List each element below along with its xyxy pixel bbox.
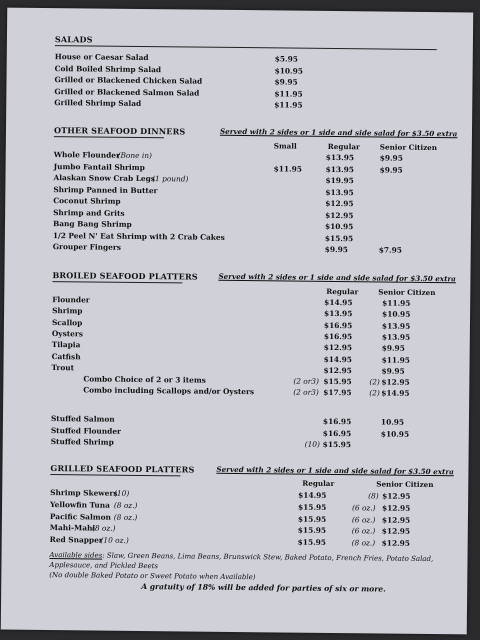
item-name: Bang Bang Shrimp bbox=[52, 219, 132, 229]
item-price-regular: $14.95 bbox=[324, 297, 353, 308]
item-name: Stuffed Shrimp bbox=[50, 437, 114, 447]
senior-qty: (6 oz.) bbox=[352, 503, 376, 513]
item-name: Shrimp Skewers bbox=[50, 488, 118, 498]
item-name: Shrimp Panned in Butter bbox=[53, 184, 158, 195]
item-price-regular: $15.95 bbox=[297, 526, 327, 536]
other-seafood-rule bbox=[54, 136, 164, 138]
item-name: Stuffed Salmon bbox=[50, 414, 115, 424]
item-price-regular: $15.95 bbox=[324, 233, 354, 243]
item-price-regular: $19.95 bbox=[325, 175, 354, 186]
item-name: Shrimp and Grits bbox=[53, 207, 125, 218]
senior-qty: (6 oz.) bbox=[351, 526, 376, 536]
item-price-regular: $16.95 bbox=[322, 416, 352, 427]
item-price: $11.95 bbox=[274, 100, 303, 111]
item-price-regular: $15.95 bbox=[298, 502, 327, 512]
item-price-senior: $10.95 bbox=[380, 429, 410, 439]
grilled-rule bbox=[50, 474, 180, 476]
item-price-regular: $13.95 bbox=[325, 152, 355, 163]
item-name: Grouper Fingers bbox=[52, 242, 122, 252]
item-price-senior: $12.95 bbox=[381, 377, 410, 387]
sides-line-3: (No double Baked Potato or Sweet Potato when Available) bbox=[49, 571, 256, 582]
item-price-regular: $12.95 bbox=[325, 198, 354, 209]
item-name: Grilled Shrimp Salad bbox=[54, 98, 142, 109]
item-name: Grilled or Blackened Chicken Salad bbox=[54, 75, 203, 86]
menu-page bbox=[1, 8, 473, 635]
senior-qty: (6 oz.) bbox=[351, 514, 376, 525]
gratuity-note: A gratuity of 18% will be added for parties of six or more. bbox=[141, 582, 386, 594]
item-name: Scallop bbox=[51, 317, 83, 327]
item-price-senior: $10.95 bbox=[382, 309, 411, 320]
item-price-regular: $9.95 bbox=[324, 244, 348, 255]
item-price-regular: $12.95 bbox=[323, 343, 353, 353]
item-price-small: $11.95 bbox=[273, 163, 302, 174]
item-name: Whole Flounder bbox=[53, 150, 120, 160]
item-price-regular: $13.95 bbox=[324, 309, 353, 319]
item-detail: (8 oz.) bbox=[91, 523, 116, 534]
item-price-regular: $15.95 bbox=[322, 439, 352, 450]
grilled-col-regular: Regular bbox=[302, 478, 335, 489]
other-seafood-note: Served with 2 sides or 1 side and side salad for $3.50 extra bbox=[219, 126, 458, 139]
sides-list: : Slaw, Green Beans, Lima Beans, Brunswick Stew, Baked Potato, French Fries, Potato Salad, bbox=[102, 551, 434, 564]
broiled-col-regular: Regular bbox=[326, 286, 359, 297]
item-name: Shrimp bbox=[52, 306, 83, 316]
item-price-regular: $16.95 bbox=[323, 331, 353, 342]
item-price: $5.95 bbox=[274, 54, 298, 64]
item-name: Alaskan Snow Crab Legs bbox=[53, 173, 156, 184]
item-price-senior: $12.95 bbox=[382, 503, 411, 513]
item-price-senior: 10.95 bbox=[380, 417, 405, 427]
item-detail: (10 oz.) bbox=[100, 535, 129, 546]
other-seafood-title: OTHER SEAFOOD DINNERS bbox=[53, 125, 186, 137]
item-price-senior: $13.95 bbox=[381, 332, 411, 342]
regular-qty: (2 or3) bbox=[293, 376, 319, 386]
item-price-regular: $15.95 bbox=[297, 514, 327, 524]
col-senior-header: Senior Citizen bbox=[379, 142, 438, 153]
regular-qty: (10) bbox=[304, 439, 320, 449]
item-price-senior: $7.95 bbox=[378, 245, 402, 255]
item-price-regular: $17.95 bbox=[323, 388, 352, 398]
salads-title: SALADS bbox=[54, 34, 93, 45]
item-name: Mahi-Mahi bbox=[49, 523, 96, 533]
broiled-note: Served with 2 sides or 1 side and side salad for $3.50 extra bbox=[218, 271, 456, 284]
senior-qty: (8) bbox=[368, 491, 379, 501]
item-price-regular: $13.95 bbox=[325, 164, 354, 174]
item-name: Coconut Shrimp bbox=[53, 196, 121, 206]
senior-qty: (2) bbox=[369, 388, 380, 398]
broiled-rule bbox=[52, 281, 182, 283]
grilled-note: Served with 2 sides or 1 side and side salad for $3.50 extra bbox=[216, 464, 454, 477]
col-small-header: Small bbox=[273, 141, 297, 151]
item-name: Flounder bbox=[52, 295, 90, 305]
item-price-senior: $9.95 bbox=[379, 164, 403, 175]
item-price-senior: $13.95 bbox=[381, 321, 411, 331]
item-name: 1/2 Peel N' Eat Shrimp with 2 Crab Cakes bbox=[52, 230, 225, 242]
item-price-senior: $9.95 bbox=[381, 366, 405, 376]
regular-qty: (2 or3) bbox=[293, 387, 319, 398]
item-price-senior: $11.95 bbox=[382, 298, 411, 308]
item-price-senior: $14.95 bbox=[381, 388, 410, 399]
item-price-senior: $11.95 bbox=[381, 355, 410, 365]
col-regular-header: Regular bbox=[327, 141, 360, 152]
item-name: Trout bbox=[51, 362, 75, 373]
item-detail: (8 oz.) bbox=[113, 500, 138, 510]
item-name: Yellowfin Tuna bbox=[50, 499, 111, 510]
item-name: Combo including Scallops and/or Oysters bbox=[83, 385, 255, 397]
item-name: Oysters bbox=[51, 328, 83, 339]
item-price-senior: $12.95 bbox=[381, 538, 411, 549]
item-name: House or Caesar Salad bbox=[54, 52, 149, 63]
item-price-senior: $12.95 bbox=[382, 491, 411, 501]
item-name: Combo Choice of 2 or 3 items bbox=[83, 374, 206, 385]
item-price-regular: $12.95 bbox=[323, 365, 352, 376]
item-price-senior: $9.95 bbox=[381, 343, 405, 353]
sides-label: Available sides bbox=[49, 551, 103, 560]
item-detail: (Bone in) bbox=[117, 150, 152, 161]
item-price-senior: $9.95 bbox=[379, 153, 403, 163]
item-detail: (1 pound) bbox=[152, 174, 189, 184]
broiled-col-senior: Senior Citizen bbox=[378, 287, 436, 298]
item-price-regular: $15.95 bbox=[297, 537, 327, 548]
item-price-senior: $12.95 bbox=[381, 526, 411, 537]
item-detail: (10) bbox=[114, 488, 130, 498]
item-price: $10.95 bbox=[274, 65, 303, 76]
item-price-senior: $12.95 bbox=[381, 515, 411, 525]
item-price-regular: $16.95 bbox=[323, 320, 353, 330]
item-price-regular: $14.95 bbox=[298, 490, 327, 500]
item-price-regular: $14.95 bbox=[323, 354, 352, 364]
grilled-title: GRILLED SEAFOOD PLATTERS bbox=[50, 463, 195, 475]
item-price: $9.95 bbox=[274, 77, 298, 87]
senior-qty: (2) bbox=[369, 377, 380, 387]
item-price-regular: $12.95 bbox=[325, 210, 354, 220]
item-name: Red Snapper bbox=[49, 535, 103, 545]
item-price-regular: $10.95 bbox=[324, 221, 354, 232]
broiled-title: BROILED SEAFOOD PLATTERS bbox=[52, 270, 198, 282]
item-name: Tilapia bbox=[51, 340, 81, 350]
item-price-regular: $15.95 bbox=[323, 377, 352, 387]
grilled-col-senior: Senior Citizen bbox=[376, 479, 434, 490]
item-name: Jumbo Fantail Shrimp bbox=[53, 161, 145, 172]
item-price: $11.95 bbox=[274, 89, 303, 99]
senior-qty: (8 oz.) bbox=[351, 538, 376, 548]
sides-line-2: Applesauce, and Pickled Beets bbox=[49, 561, 159, 571]
item-name: Stuffed Flounder bbox=[50, 425, 122, 436]
item-name: Pacific Salmon bbox=[49, 511, 111, 522]
salads-rule bbox=[55, 45, 437, 50]
item-price-regular: $16.95 bbox=[322, 428, 352, 438]
item-name: Grilled or Blackened Salmon Salad bbox=[54, 86, 200, 98]
item-price-regular: $13.95 bbox=[325, 187, 354, 197]
item-name: Cold Boiled Shrimp Salad bbox=[54, 63, 162, 74]
item-name: Catfish bbox=[51, 351, 81, 361]
item-detail: (8 oz.) bbox=[113, 512, 138, 522]
